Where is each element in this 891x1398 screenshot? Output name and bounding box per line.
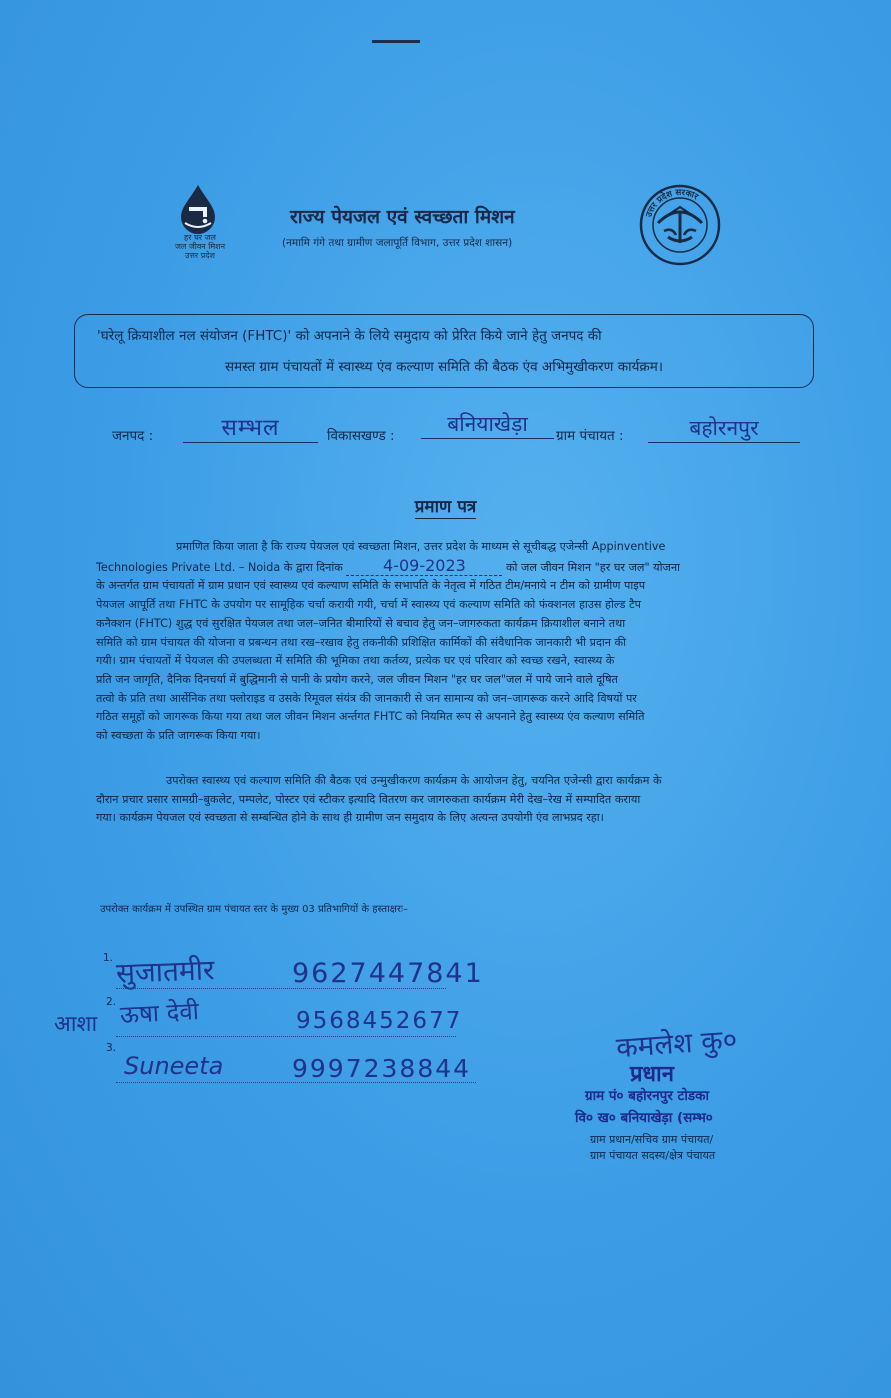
mission-title: राज्य पेयजल एवं स्वच्छता मिशन [290,206,515,228]
participant-number: 3. [106,1042,117,1054]
signatures-intro: उपरोक्त कार्यक्रम में उपस्थित ग्राम पंचायत स्तर के मुख्य 03 प्रतिभागियों के हस्ताक्षरः– [100,904,408,915]
stamp-line-1: ग्राम पं० बहोरनपुर टोडका [585,1088,709,1104]
top-mark [372,40,420,43]
para1-line: गठित समूहों को जागरूक किया गया तथा जल जीवन मिशन अर्न्तगत FHTC को नियमित रूप से अपनाने हेतु स्वास्थ्य एंव कल्याण समिति [96,710,645,724]
gram-panchayat-label: ग्राम पंचायत : [556,428,624,444]
participant-number: 1. [103,952,114,964]
designation-line-2: ग्राम पंचायत सदस्य/क्षेत्र पंचायत [590,1149,716,1162]
para2-line: गया। कार्यक्रम पेयजल एवं स्वच्छता से सम्बन्धित होने के साथ ही ग्रामीण जन समुदाय के लिए अत्यन्त उपयोगी एंव लाभप्रद रहा। [96,811,604,825]
pradhan-signature: कमलेश कु० [615,1022,739,1065]
district-value: सम्भल [183,410,318,443]
participant-signature: सुजातमीर [115,953,215,990]
svg-text:उत्तर प्रदेश सरकार: उत्तर प्रदेश सरकार [644,187,700,219]
para1-line-date [96,557,833,578]
participant-signature: ऊषा देवी [119,996,200,1030]
block-value: बनियाखेड़ा [421,410,554,439]
participant-phone: 9568452677 [296,1008,463,1034]
logo-caption: हर घर जल जल जीवन मिशन उत्तर प्रदेश [174,233,226,260]
mission-subtitle: (नमामि गंगे तथा ग्रामीण जलापूर्ति विभाग, उत्तर प्रदेश शासन) [282,237,513,249]
participant-phone: 9997238844 [292,1054,472,1083]
para2-line: उपरोक्त स्वास्थ्य एवं कल्याण समिति की बैठक एवं उन्मुखीकरण कार्यक्रम के आयोजन हेतु, चयनित एजेन्सी द्वारा कार्यक्रम के [166,774,662,787]
para1-line: पेयजल आपूर्ति तथा FHTC के उपयोग पर सामूहिक चर्चा करायी गयी, चर्चा में स्वास्थ्य एवं कल्याण समिति को फंक्शनल हाउस होल्ड टैप [96,598,641,612]
designation-line-1: ग्राम प्रधान/सचिव ग्राम पंचायत/ [590,1133,714,1146]
para1-line: समिति को ग्राम पंचायत की योजना व प्रबन्धन तथा रख–रखाव हेतु तकनीकी प्रशिक्षित कार्मिकों की संवैधानिक जानकारी भी प्रदान की [96,635,627,649]
block-label: विकासखण्ड : [327,428,395,444]
participant-prefix: आशा [54,1012,98,1037]
program-title-line2: समस्त ग्राम पंचायतों में स्वास्थ्य एंव कल्याण समिति की बैठक एंव अभिमुखीकरण कार्यक्रम। [225,359,663,375]
water-drop-icon [175,183,221,235]
gram-panchayat-value: बहोरनपुर [648,414,800,443]
participant-signature: Suneeta [124,1052,224,1080]
seal-emblem-icon [638,183,722,267]
para1-line: के अन्तर्गत ग्राम पंचायतों में ग्राम प्रधान एवं स्वास्थ्य एवं कल्याण समिति के सभापति के नेतृत्व में गठित टीम/मनाये न टीम को ग्रामीण पाइप [96,579,646,593]
signature-line [116,988,446,989]
para1-line-tail: को जल जीवन मिशन "हर घर जल" योजना [505,560,680,574]
stamp-line-2: वि० ख० बनियाखेड़ा (सम्भ० [575,1110,713,1126]
participant-phone: 9627447841 [292,958,484,989]
har-ghar-jal-logo [160,183,240,263]
participant-number: 2. [106,996,117,1008]
para1-line: को स्वच्छता के प्रति जागरूक किया गया। [96,729,261,743]
program-title-line1: 'घरेलू क्रियाशील नल संयोजन (FHTC)' को अपनाने के लिये समुदाय को प्रेरित किये जाने हेतु जनपद की [97,328,602,344]
para1-line: प्रति जन जागृति, दैनिक दिनचर्या में बुद्धिमानी से पानी के प्रयोग करने, जल जीवन मिशन "हर घर जल"जल में पाये जाने वाले दूषित [96,672,618,686]
stamp-title: प्रधान [630,1062,674,1087]
para1-line: गयी। ग्राम पंचायतों में पेयजल की उपलब्धता में समिति की भूमिका तथा कर्तव्य, प्रत्येक घर एवं परिवार को स्वच्छ रखने, स्वास्थ्य के [96,654,615,668]
program-title-box [74,314,814,388]
signature-line [116,1036,456,1037]
para1-line: Technologies Private Ltd. – Noida के द्वारा दिनांक [96,560,343,574]
signature-line [116,1082,476,1083]
up-government-seal [638,183,722,267]
para1-line: कनैक्शन (FHTC) शुद्ध एवं सुरक्षित पेयजल तथा जल–जनित बीमारियों से बचाव हेतु जन–जागरुकता कार्यक्रम क्रियाशील बनाने तथा [96,616,626,630]
program-date: 4-09-2023 [346,557,502,577]
district-label: जनपद : [112,428,154,444]
certificate-paragraph-2 [96,772,833,828]
para1-line: तत्वो के प्रति तथा आर्सेनिक तथा फ्लोराइड व उसके रिमूवल संयंत्र की जानकारी से जन सामान्य को जन–जागरूक करने आदि विषयों पर [96,691,637,705]
certificate-heading: प्रमाण पत्र [414,497,477,517]
para2-line: दौरान प्रचार प्रसार सामग्री–बुकलेट, पम्पलेट, पोस्टर एवं स्टीकर इत्यादि वितरण कर जागरुकता कार्यक्रम मेरी देख–रेख में सम्पादित कराया [96,792,641,806]
para1-line: प्रमाणित किया जाता है कि राज्य पेयजल एवं स्वच्छता मिशन, उत्तर प्रदेश के माध्यम से सूचीबद्ध एजेन्सी Appinventive [176,540,666,553]
certificate-paragraph-1 [96,538,833,746]
